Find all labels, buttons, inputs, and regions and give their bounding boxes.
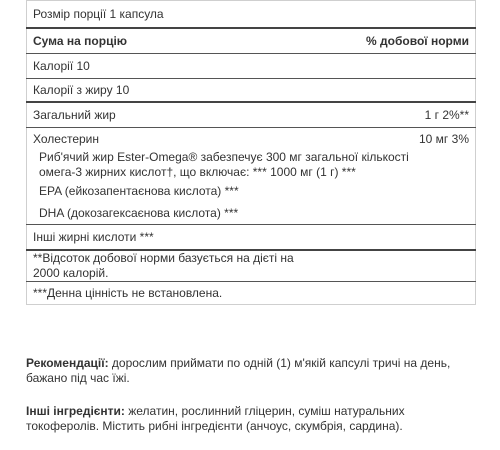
supplement-facts-table [26,0,476,305]
recommendations-line-1: дорослим приймати по одній (1) м'якій капсулі тричі на день, [108,356,451,370]
daily-value-header: % добової норми [242,28,476,54]
epa-row [27,180,476,202]
fish-oil-line-1: Риб'ячий жир Ester-Omega® забезпечує 300 мг загальної кількості [39,150,409,164]
other-ingredients-label: Інші інгредієнти: [26,404,125,418]
cholesterol-label: Холестерин [33,131,99,146]
recommendations-label: Рекомендації: [26,356,109,370]
recommendations-line-2: бажано під час їжі. [26,371,130,385]
calories-from-fat-row [27,79,476,103]
serving-size-row [27,1,476,29]
recommendations-paragraph [26,356,476,386]
calories-from-fat-label: Калорії з жиру 10 [27,79,476,103]
dha-label: DHA (докозагексаєнова кислота) *** [39,205,239,220]
serving-size: Розмір порції 1 капсула [27,1,476,29]
daily-value-footnote-row [27,282,476,305]
dha-row [27,202,476,225]
dv-footnote-row [27,250,476,282]
fish-oil-description [27,150,476,180]
amount-per-serving-header: Сума на порцію [27,28,242,54]
fish-oil-line-2: омега-3 жирних кислот†, що включає: *** 1000 мг (1 г) *** [39,165,356,179]
other-ingredients-line-2: токоферолів. Містить рибні інгредієнти (анчоус, скумбрія, сардина). [26,419,403,433]
total-fat-label: Загальний жир [27,102,242,128]
dv-footnote-line-1: **Відсоток добової норми базується на дієті на [33,251,294,265]
calories-row [27,54,476,79]
total-fat-row [27,102,476,128]
supplement-facts-panel [26,0,476,305]
total-fat-value: 1 г 2%** [242,102,476,128]
daily-value-footnote: ***Денна цінність не встановлена. [33,285,223,300]
dv-footnote-line-2: 2000 калорій. [33,266,109,280]
table-header-row [27,28,476,54]
cholesterol-row [27,128,476,151]
dv-footnote [27,250,476,282]
calories-label: Калорії 10 [27,54,476,79]
epa-label: EPA (ейкозапентаєнова кислота) *** [39,183,239,198]
other-fatty-acids-row [27,225,476,251]
other-ingredients-paragraph [26,404,476,434]
other-fatty-acids-label: Інші жирні кислоти *** [27,225,476,251]
other-ingredients-line-1: желатин, рослинний гліцерин, суміш натуральних [124,404,405,418]
fish-oil-row [27,150,476,180]
cholesterol-value: 10 мг 3% [419,131,469,146]
